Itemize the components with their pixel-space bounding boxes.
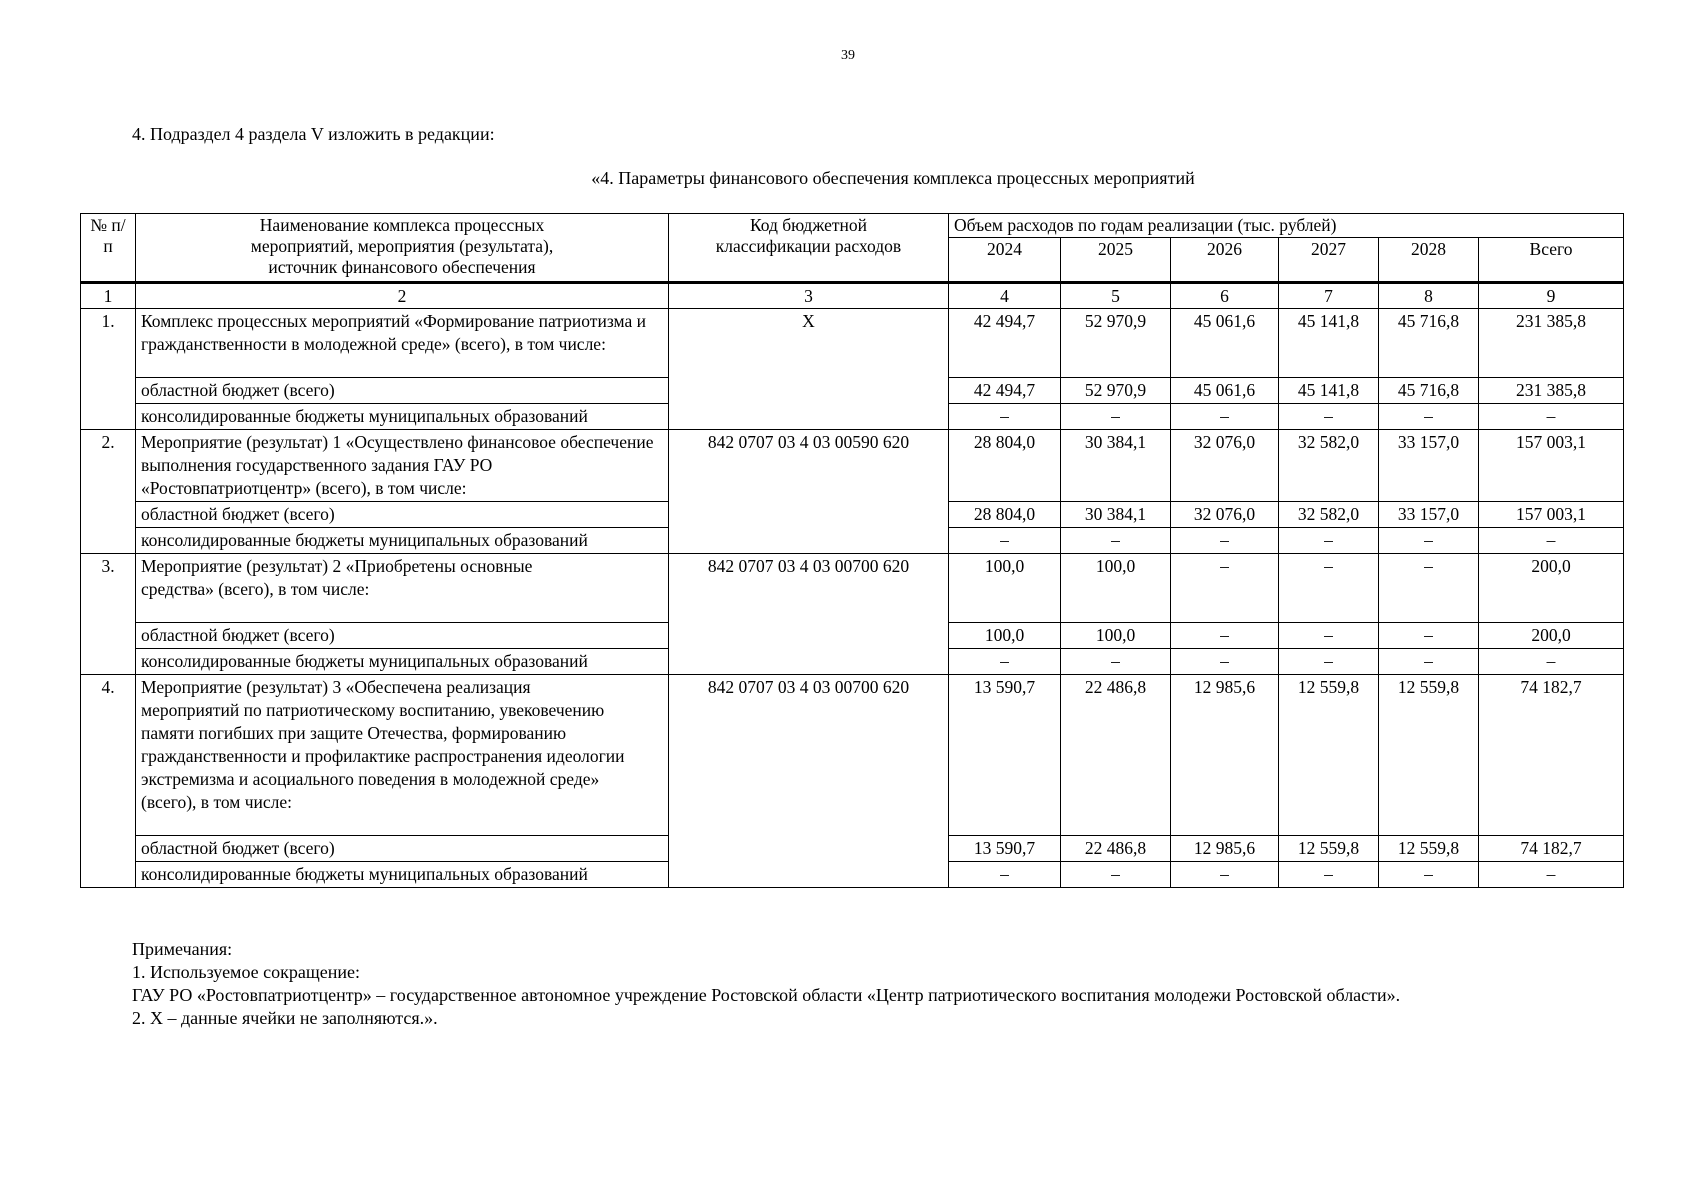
municipal-value: – (1171, 404, 1279, 430)
municipal-value: – (1171, 649, 1279, 675)
column-number: 6 (1171, 283, 1279, 309)
regional-total: 231 385,8 (1479, 378, 1624, 404)
municipal-total: – (1479, 862, 1624, 888)
header-year: 2024 (949, 238, 1061, 283)
municipal-value: – (949, 649, 1061, 675)
row-number: 1. (81, 309, 136, 430)
municipal-value: – (1379, 404, 1479, 430)
municipal-value: – (1379, 649, 1479, 675)
header-volume: Объем расходов по годам реализации (тыс. рублей) (949, 214, 1624, 238)
row-value: 45 716,8 (1379, 309, 1479, 378)
regional-value: 100,0 (1061, 623, 1171, 649)
source-municipal: консолидированные бюджеты муниципальных образований (136, 649, 669, 675)
row-total: 231 385,8 (1479, 309, 1624, 378)
header-name: Наименование комплекса процессных мероприятий, мероприятия (результата), источник финансового обеспечения (136, 214, 669, 283)
row-value: 52 970,9 (1061, 309, 1171, 378)
row-value: 100,0 (1061, 554, 1171, 623)
regional-value: – (1279, 623, 1379, 649)
source-municipal: консолидированные бюджеты муниципальных образований (136, 404, 669, 430)
notes-section (132, 938, 1632, 1030)
note-line: 1. Используемое сокращение: (132, 962, 360, 982)
row-name: Мероприятие (результат) 3 «Обеспечена реализация мероприятий по патриотическому воспитанию, увековечению памяти погибших при защите Отечества, формированию гражданственности и профилактике распространения идеологии экстремизма и асоциального поведения в молодежной среде» (всего), в том числе: (136, 675, 669, 836)
row-kbk: 842 0707 03 4 03 00590 620 (669, 430, 949, 554)
row-value: 30 384,1 (1061, 430, 1171, 502)
regional-value: 32 582,0 (1279, 502, 1379, 528)
table-title: «4. Параметры финансового обеспечения комплекса процессных мероприятий (591, 168, 1195, 188)
source-regional: областной бюджет (всего) (136, 502, 669, 528)
header-num: № п/п (81, 214, 136, 283)
regional-total: 74 182,7 (1479, 836, 1624, 862)
municipal-total: – (1479, 649, 1624, 675)
row-kbk: Х (669, 309, 949, 430)
regional-value: 28 804,0 (949, 502, 1061, 528)
table-row (81, 309, 1624, 378)
regional-value: 45 141,8 (1279, 378, 1379, 404)
regional-total: 157 003,1 (1479, 502, 1624, 528)
regional-value: 100,0 (949, 623, 1061, 649)
row-value: 100,0 (949, 554, 1061, 623)
header-year: 2026 (1171, 238, 1279, 283)
municipal-value: – (1279, 862, 1379, 888)
regional-value: 45 716,8 (1379, 378, 1479, 404)
regional-value: – (1379, 623, 1479, 649)
regional-value: 52 970,9 (1061, 378, 1171, 404)
regional-value: – (1171, 623, 1279, 649)
source-regional: областной бюджет (всего) (136, 836, 669, 862)
regional-value: 45 061,6 (1171, 378, 1279, 404)
regional-value: 32 076,0 (1171, 502, 1279, 528)
municipal-value: – (1279, 528, 1379, 554)
regional-total: 200,0 (1479, 623, 1624, 649)
municipal-value: – (1171, 528, 1279, 554)
municipal-value: – (1061, 528, 1171, 554)
intro-paragraph: 4. Подраздел 4 раздела V изложить в редакции: (132, 124, 495, 144)
column-numbers-row (81, 283, 1624, 309)
row-name: Комплекс процессных мероприятий «Формирование патриотизма и гражданственности в молодежной среде» (всего), в том числе: (136, 309, 669, 378)
financing-table (80, 213, 1624, 888)
note-line: ГАУ РО «Ростовпатриотцентр» – государственное автономное учреждение Ростовской области «Центр патриотического воспитания молодежи Ростовской области». (132, 985, 1401, 1005)
row-value: – (1279, 554, 1379, 623)
header-year: 2028 (1379, 238, 1479, 283)
row-total: 200,0 (1479, 554, 1624, 623)
regional-value: 12 559,8 (1279, 836, 1379, 862)
source-regional: областной бюджет (всего) (136, 378, 669, 404)
regional-value: 33 157,0 (1379, 502, 1479, 528)
row-value: 45 061,6 (1171, 309, 1279, 378)
header-total: Всего (1479, 238, 1624, 283)
regional-value: 13 590,7 (949, 836, 1061, 862)
row-number: 4. (81, 675, 136, 888)
row-value: – (1379, 554, 1479, 623)
row-value: 32 582,0 (1279, 430, 1379, 502)
municipal-value: – (1061, 862, 1171, 888)
municipal-value: – (949, 404, 1061, 430)
row-number: 2. (81, 430, 136, 554)
row-value: 33 157,0 (1379, 430, 1479, 502)
column-number: 1 (81, 283, 136, 309)
row-name: Мероприятие (результат) 2 «Приобретены основные средства» (всего), в том числе: (136, 554, 669, 623)
column-number: 4 (949, 283, 1061, 309)
municipal-value: – (1171, 862, 1279, 888)
municipal-value: – (1061, 404, 1171, 430)
table-row (81, 430, 1624, 502)
municipal-value: – (1061, 649, 1171, 675)
row-value: 28 804,0 (949, 430, 1061, 502)
municipal-value: – (949, 528, 1061, 554)
row-name: Мероприятие (результат) 1 «Осуществлено финансовое обеспечение выполнения государственного задания ГАУ РО «Ростовпатриотцентр» (всего), в том числе: (136, 430, 669, 502)
row-number: 3. (81, 554, 136, 675)
row-total: 157 003,1 (1479, 430, 1624, 502)
municipal-value: – (949, 862, 1061, 888)
source-regional: областной бюджет (всего) (136, 623, 669, 649)
row-value: – (1171, 554, 1279, 623)
column-number: 9 (1479, 283, 1624, 309)
column-number: 5 (1061, 283, 1171, 309)
column-number: 8 (1379, 283, 1479, 309)
municipal-value: – (1279, 404, 1379, 430)
municipal-value: – (1379, 528, 1479, 554)
row-value: 32 076,0 (1171, 430, 1279, 502)
row-value: 22 486,8 (1061, 675, 1171, 836)
table-row (81, 675, 1624, 836)
row-value: 13 590,7 (949, 675, 1061, 836)
regional-value: 30 384,1 (1061, 502, 1171, 528)
row-total: 74 182,7 (1479, 675, 1624, 836)
header-kbk: Код бюджетной классификации расходов (669, 214, 949, 283)
column-number: 2 (136, 283, 669, 309)
row-value: 12 985,6 (1171, 675, 1279, 836)
page-number: 39 (841, 48, 855, 63)
row-value: 12 559,8 (1379, 675, 1479, 836)
municipal-value: – (1279, 649, 1379, 675)
row-value: 45 141,8 (1279, 309, 1379, 378)
row-value: 42 494,7 (949, 309, 1061, 378)
note-line: 2. Х – данные ячейки не заполняются.». (132, 1008, 438, 1028)
source-municipal: консолидированные бюджеты муниципальных образований (136, 528, 669, 554)
municipal-value: – (1379, 862, 1479, 888)
header-year: 2025 (1061, 238, 1171, 283)
table-row (81, 554, 1624, 623)
header-year: 2027 (1279, 238, 1379, 283)
regional-value: 12 559,8 (1379, 836, 1479, 862)
regional-value: 12 985,6 (1171, 836, 1279, 862)
column-number: 3 (669, 283, 949, 309)
row-value: 12 559,8 (1279, 675, 1379, 836)
municipal-total: – (1479, 404, 1624, 430)
row-kbk: 842 0707 03 4 03 00700 620 (669, 675, 949, 888)
notes-title: Примечания: (132, 939, 233, 959)
regional-value: 22 486,8 (1061, 836, 1171, 862)
regional-value: 42 494,7 (949, 378, 1061, 404)
municipal-total: – (1479, 528, 1624, 554)
row-kbk: 842 0707 03 4 03 00700 620 (669, 554, 949, 675)
source-municipal: консолидированные бюджеты муниципальных образований (136, 862, 669, 888)
column-number: 7 (1279, 283, 1379, 309)
